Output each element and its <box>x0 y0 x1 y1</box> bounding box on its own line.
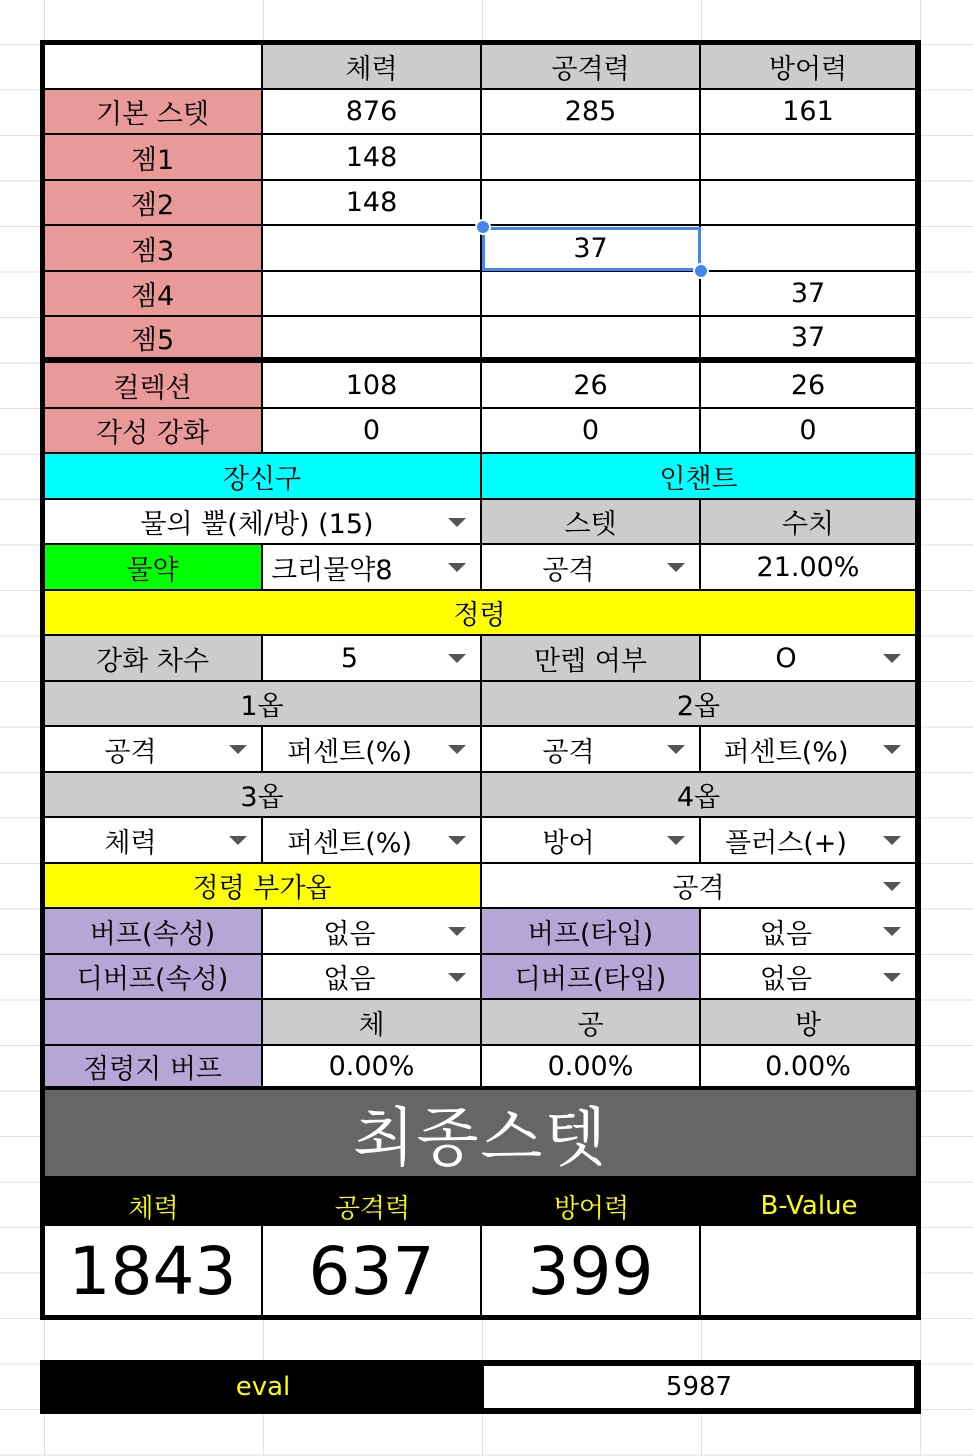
spirit-extra-dropdown[interactable]: 공격 <box>482 864 917 909</box>
enchant-stat-dropdown[interactable]: 공격 <box>482 545 701 591</box>
awakening-atk-cell[interactable]: 0 <box>482 409 701 454</box>
row-label-gem5[interactable]: 젬5 <box>44 317 263 359</box>
header-empty-cell[interactable] <box>44 44 263 90</box>
gem2-atk-cell[interactable] <box>482 181 701 226</box>
row-label-gem4[interactable]: 젬4 <box>44 272 263 317</box>
header-def[interactable]: 방어력 <box>701 44 917 90</box>
occupy-atk-cell[interactable]: 0.00% <box>482 1046 701 1088</box>
dropdown-arrow-icon <box>229 836 247 845</box>
accessory-dropdown[interactable]: 물의 뿔(체/방) (15) <box>44 500 482 545</box>
row-label-awakening[interactable]: 각성 강화 <box>44 409 263 454</box>
final-hp-label: 체력 <box>44 1186 263 1226</box>
occupy-def-cell[interactable]: 0.00% <box>701 1046 917 1088</box>
accessory-header[interactable]: 장신구 <box>44 454 482 500</box>
final-stats-title: 최종스텟 <box>40 1090 921 1180</box>
buff-attr-label[interactable]: 버프(속성) <box>44 909 263 955</box>
row-label-base[interactable]: 기본 스텟 <box>44 90 263 135</box>
awakening-hp-cell[interactable]: 0 <box>263 409 482 454</box>
spirit-opt4-type-dropdown[interactable]: 플러스(+) <box>701 818 917 864</box>
buff-type-dropdown[interactable]: 없음 <box>701 909 917 955</box>
debuff-attr-label[interactable]: 디버프(속성) <box>44 955 263 1000</box>
dropdown-arrow-icon <box>448 654 466 663</box>
enchant-value-cell[interactable]: 21.00% <box>701 545 917 591</box>
occupy-atk-header[interactable]: 공 <box>482 1000 701 1046</box>
row-label-gem2[interactable]: 젬2 <box>44 181 263 226</box>
spirit-opt3-header[interactable]: 3옵 <box>44 773 482 818</box>
gem5-atk-cell[interactable] <box>482 317 701 359</box>
row-label-gem3[interactable]: 젬3 <box>44 226 263 272</box>
dropdown-arrow-icon <box>883 973 901 982</box>
gem1-hp-cell[interactable]: 148 <box>263 135 482 181</box>
selection-handle-bottom-right[interactable] <box>693 263 709 279</box>
spirit-maxlevel-dropdown[interactable]: O <box>701 636 917 682</box>
collection-def-cell[interactable]: 26 <box>701 363 917 409</box>
gem5-hp-cell[interactable] <box>263 317 482 359</box>
spirit-opt1-stat-dropdown[interactable]: 공격 <box>44 727 263 773</box>
final-bvalue-value[interactable] <box>701 1226 917 1316</box>
final-divider <box>40 1179 921 1182</box>
row-label-collection[interactable]: 컬렉션 <box>44 363 263 409</box>
gem2-hp-cell[interactable]: 148 <box>263 181 482 226</box>
final-atk-value[interactable]: 637 <box>263 1226 482 1316</box>
row-label-gem1[interactable]: 젬1 <box>44 135 263 181</box>
occupy-hp-header[interactable]: 체 <box>263 1000 482 1046</box>
dropdown-arrow-icon <box>448 927 466 936</box>
occupy-def-header[interactable]: 방 <box>701 1000 917 1046</box>
enchant-stat-header[interactable]: 스텟 <box>482 500 701 545</box>
spirit-opt2-stat-dropdown[interactable]: 공격 <box>482 727 701 773</box>
enchant-value-header[interactable]: 수치 <box>701 500 917 545</box>
spirit-opt4-stat-dropdown[interactable]: 방어 <box>482 818 701 864</box>
gem2-def-cell[interactable] <box>701 181 917 226</box>
final-def-value[interactable]: 399 <box>482 1226 701 1316</box>
header-atk[interactable]: 공격력 <box>482 44 701 90</box>
spirit-opt3-stat-dropdown[interactable]: 체력 <box>44 818 263 864</box>
dropdown-arrow-icon <box>883 927 901 936</box>
spirit-opt2-header[interactable]: 2옵 <box>482 682 917 727</box>
spirit-opt1-header[interactable]: 1옵 <box>44 682 482 727</box>
spirit-header[interactable]: 정령 <box>44 591 917 636</box>
final-bvalue-label: B-Value <box>701 1186 917 1226</box>
eval-value[interactable]: 5987 <box>484 1366 914 1408</box>
spirit-enhance-dropdown[interactable]: 5 <box>263 636 482 682</box>
debuff-attr-dropdown[interactable]: 없음 <box>263 955 482 1000</box>
dropdown-arrow-icon <box>667 836 685 845</box>
cell-selection-outline[interactable] <box>482 227 701 271</box>
awakening-def-cell[interactable]: 0 <box>701 409 917 454</box>
collection-hp-cell[interactable]: 108 <box>263 363 482 409</box>
occupy-hp-cell[interactable]: 0.00% <box>263 1046 482 1088</box>
gem1-atk-cell[interactable] <box>482 135 701 181</box>
occupy-empty-label[interactable] <box>44 1000 263 1046</box>
gem4-atk-cell[interactable] <box>482 272 701 317</box>
spirit-enhance-label[interactable]: 강화 차수 <box>44 636 263 682</box>
potion-label[interactable]: 물약 <box>44 545 263 591</box>
spirit-extra-label[interactable]: 정령 부가옵 <box>44 864 482 909</box>
spirit-opt4-header[interactable]: 4옵 <box>482 773 917 818</box>
dropdown-arrow-icon <box>448 563 466 572</box>
debuff-type-dropdown[interactable]: 없음 <box>701 955 917 1000</box>
base-def-cell[interactable]: 161 <box>701 90 917 135</box>
dropdown-arrow-icon <box>448 973 466 982</box>
base-atk-cell[interactable]: 285 <box>482 90 701 135</box>
potion-dropdown[interactable]: 크리물약8 <box>263 545 482 591</box>
collection-atk-cell[interactable]: 26 <box>482 363 701 409</box>
gem1-def-cell[interactable] <box>701 135 917 181</box>
final-atk-label: 공격력 <box>263 1186 482 1226</box>
spirit-maxlevel-label[interactable]: 만렙 여부 <box>482 636 701 682</box>
final-hp-value[interactable]: 1843 <box>44 1226 263 1316</box>
dropdown-arrow-icon <box>448 836 466 845</box>
dropdown-arrow-icon <box>667 563 685 572</box>
buff-type-label[interactable]: 버프(타입) <box>482 909 701 955</box>
spirit-opt1-type-dropdown[interactable]: 퍼센트(%) <box>263 727 482 773</box>
debuff-type-label[interactable]: 디버프(타입) <box>482 955 701 1000</box>
enchant-header[interactable]: 인챈트 <box>482 454 917 500</box>
dropdown-arrow-icon <box>448 518 466 527</box>
dropdown-arrow-icon <box>883 654 901 663</box>
spirit-opt3-type-dropdown[interactable]: 퍼센트(%) <box>263 818 482 864</box>
occupy-buff-label[interactable]: 점령지 버프 <box>44 1046 263 1088</box>
dropdown-arrow-icon <box>883 882 901 891</box>
spirit-opt2-type-dropdown[interactable]: 퍼센트(%) <box>701 727 917 773</box>
gem4-def-cell[interactable]: 37 <box>701 272 917 317</box>
gem5-def-cell[interactable]: 37 <box>701 317 917 359</box>
gem3-hp-cell[interactable] <box>263 226 482 272</box>
base-hp-cell[interactable]: 876 <box>263 90 482 135</box>
header-hp[interactable]: 체력 <box>263 44 482 90</box>
eval-label: eval <box>235 1372 291 1402</box>
dropdown-arrow-icon <box>883 745 901 754</box>
dropdown-arrow-icon <box>883 836 901 845</box>
gem3-atk-cell[interactable]: 37 <box>482 226 701 272</box>
dropdown-arrow-icon <box>667 745 685 754</box>
buff-attr-dropdown[interactable]: 없음 <box>263 909 482 955</box>
dropdown-arrow-icon <box>229 745 247 754</box>
dropdown-arrow-icon <box>448 745 466 754</box>
gem4-hp-cell[interactable] <box>263 272 482 317</box>
gem3-def-cell[interactable] <box>701 226 917 272</box>
selection-handle-top-left[interactable] <box>475 219 491 235</box>
final-def-label: 방어력 <box>482 1186 701 1226</box>
